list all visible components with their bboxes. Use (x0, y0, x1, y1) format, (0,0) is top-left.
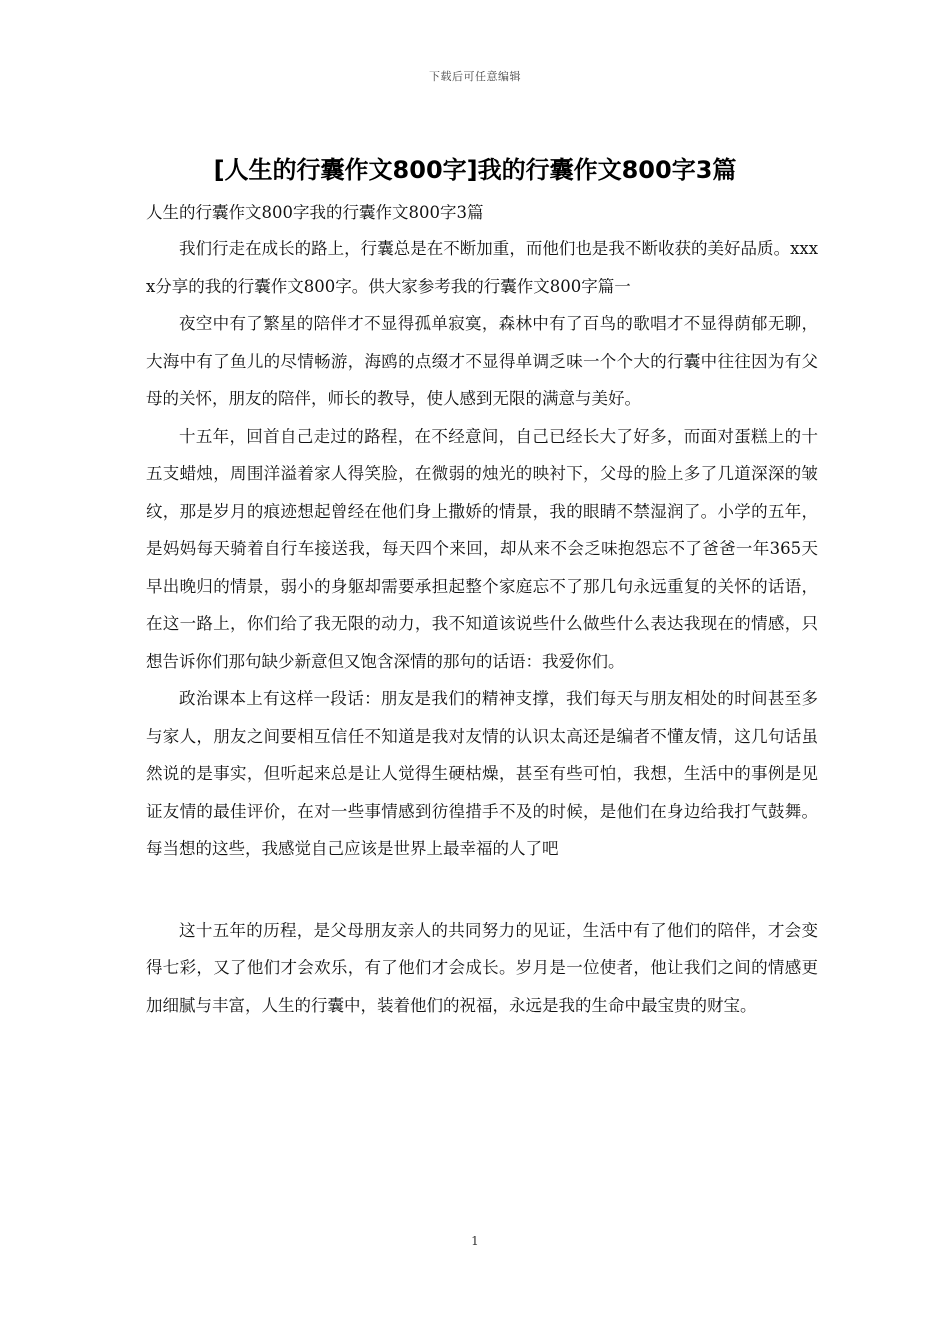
paragraph-fifteen-years: 十五年，回首自己走过的路程，在不经意间，自己已经长大了好多，而面对蛋糕上的十五支蜡烛，周围洋溢着家人得笑脸，在微弱的烛光的映衬下，父母的脸上多了几道深深的皱纹，那是岁月的痕迹想起曾经在他们身上撒娇的情景，我的眼睛不禁湿润了。小学的五年，是妈妈每天骑着自行车接送我，每天四个来回，却从来不会乏味抱怨忘不了爸爸一年365天早出晚归的情景，弱小的身躯却需要承担起整个家庭忘不了那几句永远重复的关怀的话语，在这一路上，你们给了我无限的动力，我不知道该说些什么做些什么表达我现在的情感，只想告诉你们那句缺少新意但又饱含深情的那句的话语：我爱你们。 (146, 426, 818, 671)
paragraph-intro: 我们行走在成长的路上，行囊总是在不断加重，而他们也是我不断收获的美好品质。xxxx分享的我的行囊作文800字。供大家参考我的行囊作文800字篇一 (146, 239, 818, 296)
paragraph-night-sky: 夜空中有了繁星的陪伴才不显得孤单寂寞，森林中有了百鸟的歌唱才不显得荫郁无聊，大海中有了鱼儿的尽情畅游，海鸥的点缀才不显得单调乏味一个个大的行囊中往往因为有父母的关怀，朋友的陪伴，师长的教导，使人感到无限的满意与美好。 (146, 314, 818, 408)
document-subtitle: 人生的行囊作文800字我的行囊作文800字3篇 (146, 203, 484, 222)
document-body (146, 196, 818, 1024)
document-title: [人生的行囊作文800字]我的行囊作文800字3篇 (213, 156, 737, 184)
paragraph-friendship: 政治课本上有这样一段话：朋友是我们的精神支撑，我们每天与朋友相处的时间甚至多与家人，朋友之间要相互信任不知道是我对友情的认识太高还是编者不懂友情，这几句话虽然说的是事实，但听起来总是让人觉得生硬枯燥，甚至有些可怕，我想，生活中的事例是见证友情的最佳评价，在对一些事情感到彷徨措手不及的时候，是他们在身边给我打气鼓舞。每当想的这些，我感觉自己应该是世界上最幸福的人了吧 (146, 689, 818, 858)
header-note: 下载后可任意编辑 (429, 70, 521, 83)
page-number: 1 (471, 1234, 479, 1248)
paragraph-conclusion: 这十五年的历程，是父母朋友亲人的共同努力的见证，生活中有了他们的陪伴，才会变得七彩，又了他们才会欢乐，有了他们才会成长。岁月是一位使者，他让我们之间的情感更加细腻与丰富，人生的行囊中，装着他们的祝福，永远是我的生命中最宝贵的财宝。 (146, 920, 818, 1015)
